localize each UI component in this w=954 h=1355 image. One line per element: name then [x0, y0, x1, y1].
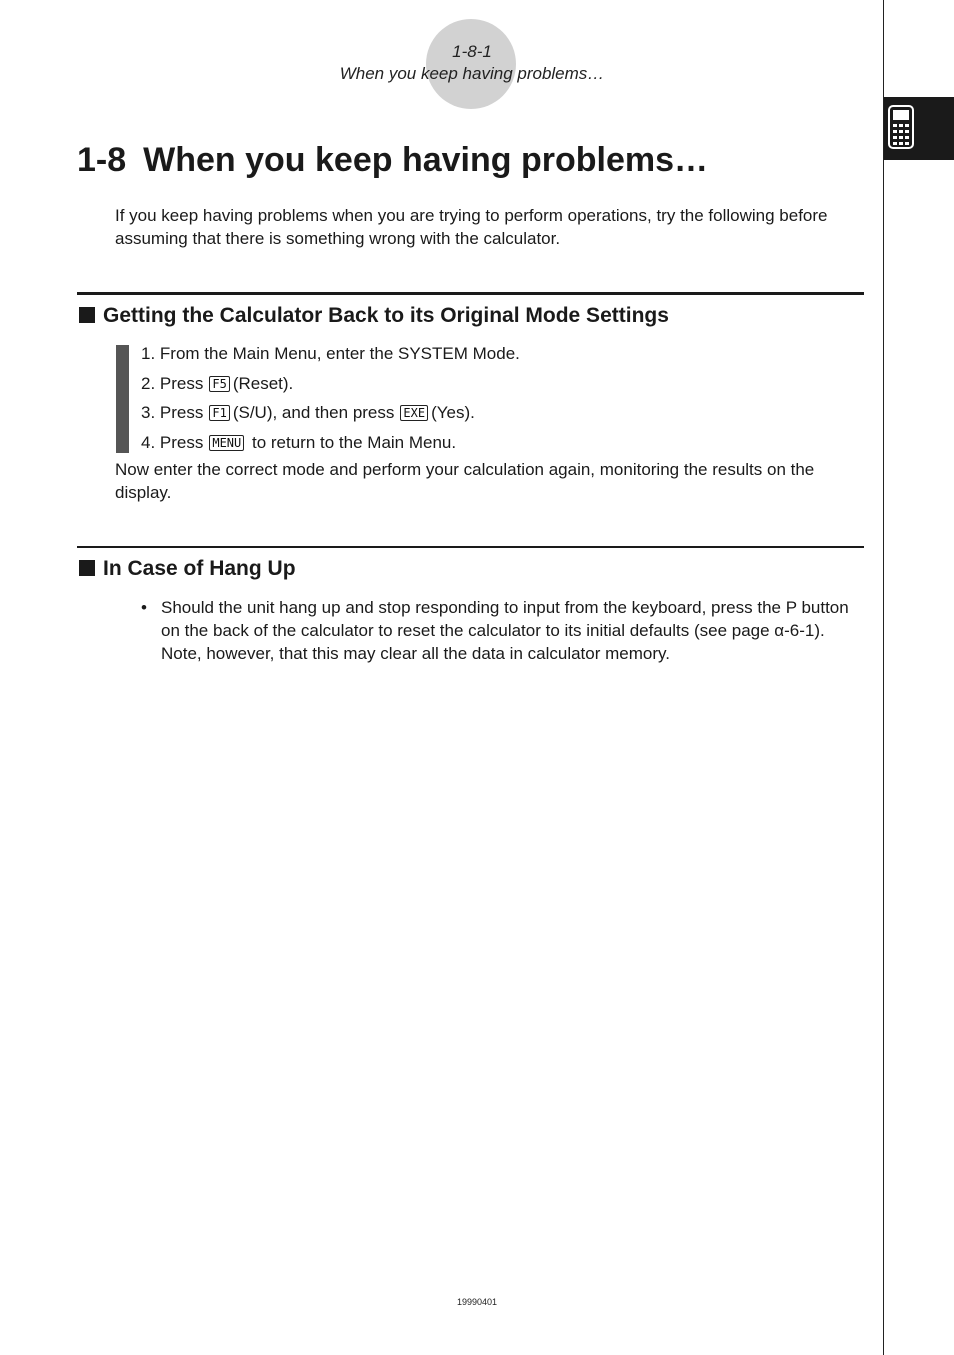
- section-rule: [77, 292, 864, 295]
- calculator-icon: [888, 105, 914, 149]
- page-number: 1-8-1: [452, 42, 492, 61]
- square-bullet-icon: [79, 560, 95, 576]
- section-title: When you keep having problems…: [143, 141, 709, 179]
- intro-paragraph: If you keep having problems when you are trying to perform operations, try the following before assuming that there is something wrong with the calculator.: [115, 206, 828, 248]
- exe-key-icon: EXE: [400, 405, 428, 421]
- steps-list: [141, 342, 520, 460]
- list-item: 3. Press F1 (S/U), and then press EXE (Yes).: [141, 403, 475, 422]
- menu-key-icon: MENU: [209, 435, 244, 451]
- chapter-tab: [884, 97, 954, 160]
- section-heading: In Case of Hang Up: [79, 557, 296, 581]
- bullet-icon: •: [141, 598, 147, 617]
- square-bullet-icon: [79, 307, 95, 323]
- bullet-text: Should the unit hang up and stop responding to input from the keyboard, press the P button on the back of the calculator to reset the calculator to its initial defaults (see page α-6-1). Note, however, that this may clear all the data in calculator memory.: [161, 598, 849, 663]
- after-steps-paragraph: Now enter the correct mode and perform your calculation again, monitoring the results on the display.: [115, 460, 815, 502]
- list-item: 1. From the Main Menu, enter the SYSTEM Mode.: [141, 344, 520, 363]
- footer-code: 19990401: [456, 1297, 498, 1307]
- section-number: 1-8: [77, 141, 127, 179]
- page-title: [77, 141, 708, 180]
- margin-rule: [883, 0, 884, 1355]
- f1-key-icon: F1: [209, 405, 229, 421]
- list-item: 4. Press MENU to return to the Main Menu.: [141, 432, 457, 452]
- f5-key-icon: F5: [209, 376, 229, 392]
- list-item: 2. Press F5 (Reset).: [141, 373, 294, 393]
- steps-bar: [116, 345, 129, 453]
- section-heading: Getting the Calculator Back to its Original Mode Settings: [79, 304, 669, 328]
- section-rule: [77, 546, 864, 548]
- running-title: When you keep having problems…: [339, 64, 605, 83]
